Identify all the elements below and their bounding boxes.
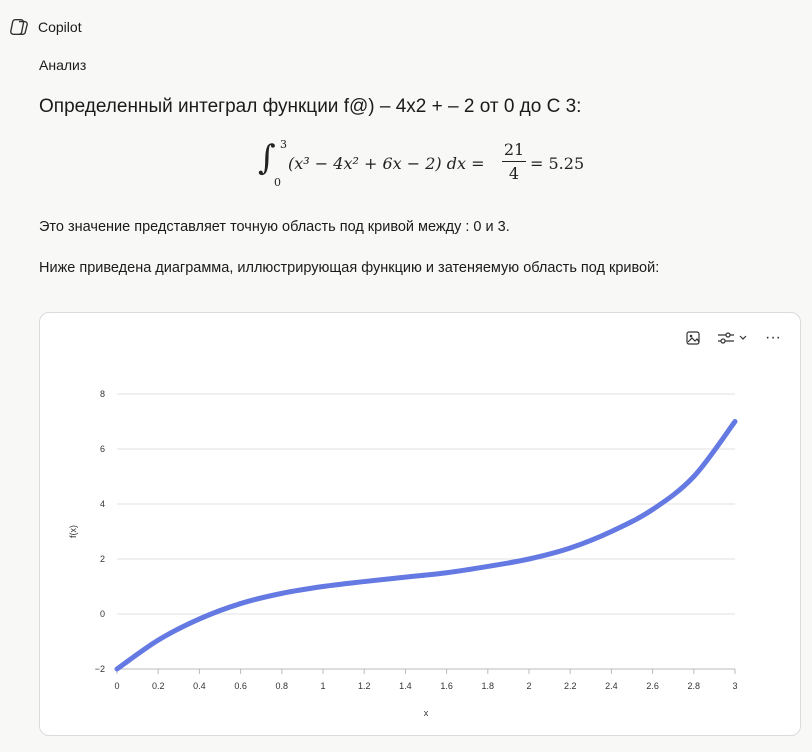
message-heading: Определенный интеграл функции f@) – 4x2 + – 2 от 0 до С 3: (39, 96, 582, 117)
x-axis-label: x (423, 708, 429, 718)
result: = 5.25 (530, 154, 585, 173)
y-axis-label: f(x) (68, 525, 78, 538)
x-tick-label: 1 (320, 681, 326, 691)
more-icon[interactable]: ··· (765, 329, 781, 346)
y-tick-label: 4 (99, 499, 105, 509)
integrand: (x³ − 4x² + 6x − 2) dx = (288, 154, 485, 173)
x-tick-label: 1.4 (399, 681, 412, 691)
fraction-bar (502, 161, 526, 162)
y-tick-label: 0 (99, 609, 105, 619)
y-tick-label: −2 (94, 664, 105, 674)
y-tick-label: 2 (99, 554, 105, 564)
x-tick-label: 1.6 (440, 681, 453, 691)
assistant-header (8, 16, 82, 38)
upper-bound: 3 (280, 138, 287, 151)
chart-card (39, 312, 801, 736)
y-tick-label: 8 (99, 389, 105, 399)
denominator: 4 (508, 164, 520, 183)
x-tick-label: 3 (732, 681, 738, 691)
x-tick-label: 2.4 (605, 681, 618, 691)
x-tick-label: 0.8 (275, 681, 289, 691)
section-label: Анализ (39, 57, 87, 73)
line-chart (40, 313, 800, 735)
series-line (117, 422, 735, 670)
paragraph-chart-intro: Ниже приведена диаграмма, иллюстрирующая функцию и затеняемую область под кривой: (39, 260, 660, 276)
x-tick-label: 1.8 (481, 681, 495, 691)
x-tick-label: 2 (526, 681, 532, 691)
copilot-logo-icon (8, 16, 30, 38)
integral-sign: ∫ (258, 138, 276, 178)
lower-bound: 0 (274, 176, 281, 189)
x-tick-label: 0.2 (151, 681, 165, 691)
y-tick-label: 6 (99, 444, 105, 454)
numerator: 21 (503, 140, 525, 159)
x-tick-label: 0.6 (234, 681, 247, 691)
x-tick-label: 1.2 (357, 681, 371, 691)
paragraph-result: Это значение представляет точную область под кривой между : 0 и 3. (39, 219, 510, 235)
app-name: Copilot (38, 19, 82, 35)
x-tick-label: 2.8 (687, 681, 701, 691)
x-tick-label: 2.2 (563, 681, 577, 691)
x-tick-label: 2.6 (646, 681, 659, 691)
x-tick-label: 0.4 (193, 681, 206, 691)
fraction (502, 140, 526, 183)
x-tick-label: 0 (114, 681, 120, 691)
